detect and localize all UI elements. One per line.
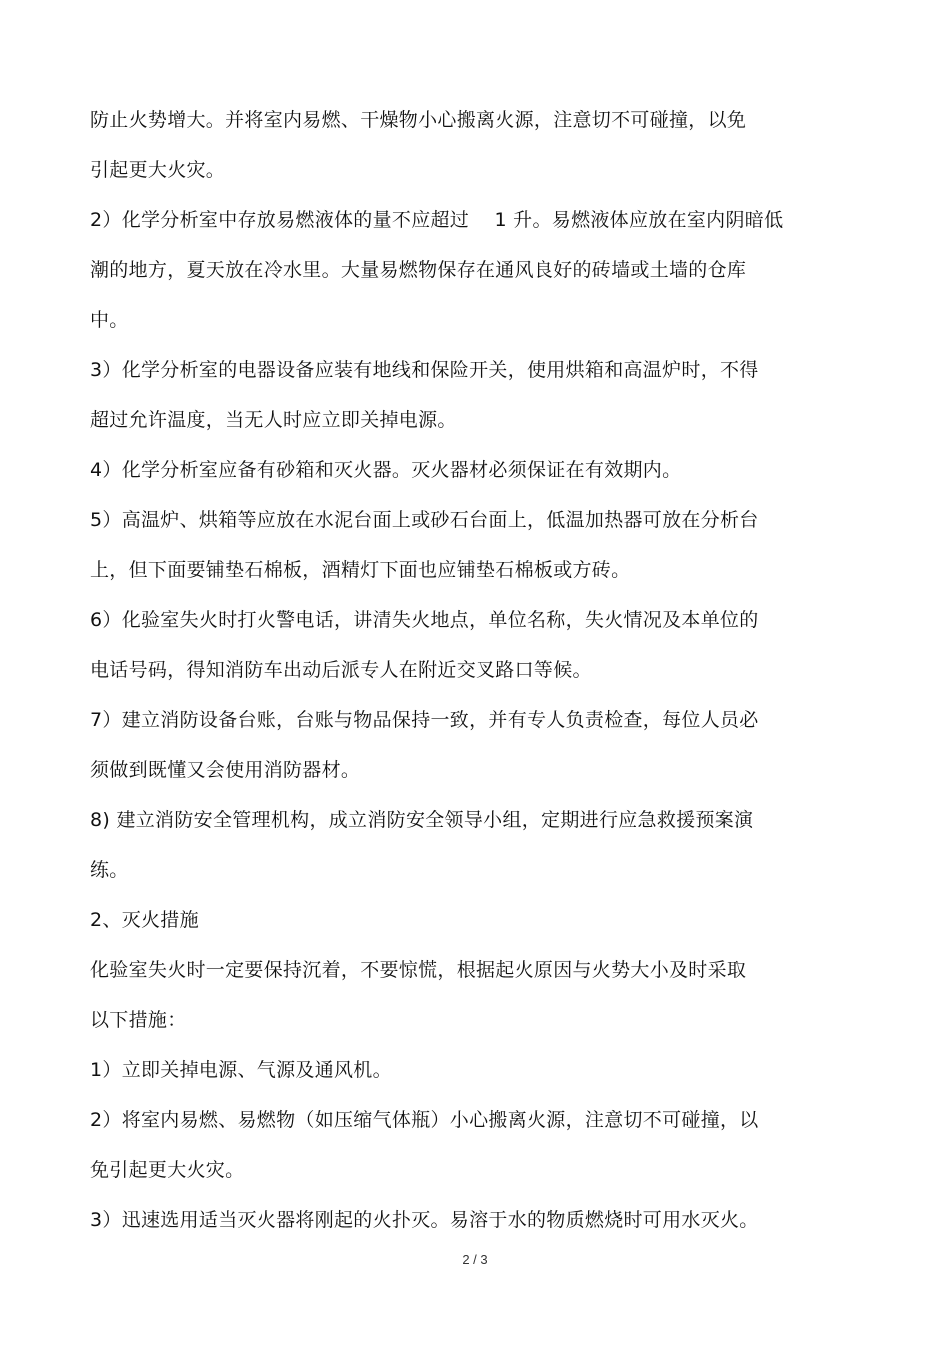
- text-line: 2）化学分析室中存放易燃液体的量不应超过 1 升。易燃液体应放在室内阴暗低: [90, 209, 784, 231]
- body-text: [90, 95, 860, 1245]
- page-number: 2 / 3: [462, 1252, 488, 1267]
- text-line: 3）迅速选用适当灭火器将刚起的火扑灭。易溶于水的物质燃烧时可用水灭火。: [90, 1209, 759, 1231]
- text-line: 4）化学分析室应备有砂箱和灭火器。灭火器材必须保证在有效期内。: [90, 459, 682, 481]
- text-line: 潮的地方，夏天放在冷水里。大量易燃物保存在通风良好的砖墙或土墙的仓库: [90, 259, 747, 281]
- text-line: 3）化学分析室的电器设备应装有地线和保险开关，使用烘箱和高温炉时，不得: [90, 359, 759, 381]
- text-line: 上，但下面要铺垫石棉板，酒精灯下面也应铺垫石棉板或方砖。: [90, 559, 631, 581]
- text-line: 1）立即关掉电源、气源及通风机。: [90, 1059, 392, 1081]
- text-line: 中。: [90, 309, 129, 331]
- text-line: 防止火势增大。并将室内易燃、干燥物小心搬离火源，注意切不可碰撞，以免: [90, 109, 747, 131]
- text-line: 以下措施：: [90, 1009, 187, 1031]
- text-line: 免引起更大火灾。: [90, 1159, 245, 1181]
- text-line: 6）化验室失火时打火警电话，讲清失火地点，单位名称，失火情况及本单位的: [90, 609, 759, 631]
- section-heading: 2、灭火措施: [90, 909, 199, 931]
- text-line: 练。: [90, 859, 129, 881]
- text-line: 5）高温炉、烘箱等应放在水泥台面上或砂石台面上，低温加热器可放在分析台: [90, 509, 759, 531]
- text-line: 超过允许温度，当无人时应立即关掉电源。: [90, 409, 457, 431]
- text-line: 7）建立消防设备台账，台账与物品保持一致，并有专人负责检查，每位人员必: [90, 709, 759, 731]
- text-line: 2）将室内易燃、易燃物（如压缩气体瓶）小心搬离火源，注意切不可碰撞，以: [90, 1109, 759, 1131]
- text-line: 8) 建立消防安全管理机构，成立消防安全领导小组，定期进行应急救援预案演: [90, 809, 754, 831]
- text-line: 电话号码，得知消防车出动后派专人在附近交叉路口等候。: [90, 659, 592, 681]
- text-line: 须做到既懂又会使用消防器材。: [90, 759, 361, 781]
- text-line: 引起更大火灾。: [90, 159, 226, 181]
- text-line: 化验室失火时一定要保持沉着，不要惊慌，根据起火原因与火势大小及时采取: [90, 959, 747, 981]
